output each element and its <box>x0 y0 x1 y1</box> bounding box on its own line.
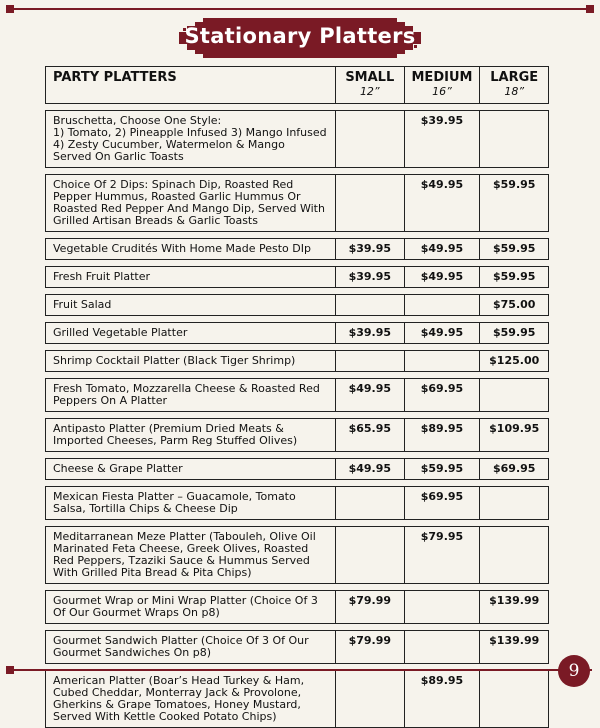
row-spacer <box>46 372 549 379</box>
price-medium-cell <box>404 631 480 664</box>
price-large-cell: $75.00 <box>480 295 549 316</box>
price-small-cell: $79.99 <box>336 631 404 664</box>
item-name-cell: Antipasto Platter (Premium Dried Meats & Imported Cheeses, Parm Reg Stuffed Olives) <box>46 419 336 452</box>
price-medium-cell: $89.95 <box>404 419 480 452</box>
row-spacer <box>46 452 549 459</box>
price-medium-cell <box>404 295 480 316</box>
rule-square <box>586 5 594 13</box>
table-row <box>46 459 549 480</box>
spacer-cell <box>46 624 549 631</box>
price-large-cell <box>480 379 549 412</box>
price-medium-cell: $69.95 <box>404 487 480 520</box>
table-row <box>46 631 549 664</box>
price-medium-cell <box>404 591 480 624</box>
price-large-cell: $139.99 <box>480 631 549 664</box>
price-large-cell: $59.95 <box>480 239 549 260</box>
table-row <box>46 351 549 372</box>
item-name-cell: Bruschetta, Choose One Style: 1) Tomato, 2) Pineapple Infused 3) Mango Infused 4) Zesty Cucumber, Watermelon & Mango Served On Garlic Toasts <box>46 111 336 168</box>
price-medium-cell: $49.95 <box>404 175 480 232</box>
item-name-cell: Gourmet Wrap or Mini Wrap Platter (Choice Of 3 Of Our Gourmet Wraps On p8) <box>46 591 336 624</box>
spacer-cell <box>46 260 549 267</box>
row-spacer <box>46 520 549 527</box>
bottom-rule <box>8 669 592 671</box>
spacer-cell <box>46 452 549 459</box>
rule-square <box>6 5 14 13</box>
item-name-cell: Gourmet Sandwich Platter (Choice Of 3 Of Our Gourmet Sandwiches On p8) <box>46 631 336 664</box>
price-medium-cell: $49.95 <box>404 323 480 344</box>
row-spacer <box>46 232 549 239</box>
price-medium-cell <box>404 351 480 372</box>
rule-square <box>6 666 14 674</box>
spacer-cell <box>46 412 549 419</box>
page-title: Stationary Platters <box>184 24 416 48</box>
row-spacer <box>46 412 549 419</box>
spacer-cell <box>46 104 549 111</box>
price-small-cell: $49.95 <box>336 379 404 412</box>
price-large-cell: $125.00 <box>480 351 549 372</box>
price-large-cell: $69.95 <box>480 459 549 480</box>
table-row <box>46 295 549 316</box>
item-name-cell: Shrimp Cocktail Platter (Black Tiger Shrimp) <box>46 351 336 372</box>
page-number: 9 <box>558 655 590 687</box>
table-row <box>46 419 549 452</box>
spacer-cell <box>46 480 549 487</box>
table-row <box>46 487 549 520</box>
header-medium: MEDIUM 16” <box>404 67 480 104</box>
item-name-cell: Fresh Fruit Platter <box>46 267 336 288</box>
row-spacer <box>46 260 549 267</box>
table-row <box>46 267 549 288</box>
price-large-cell: $109.95 <box>480 419 549 452</box>
price-small-cell: $39.95 <box>336 323 404 344</box>
price-large-cell <box>480 671 549 728</box>
item-name-cell: Grilled Vegetable Platter <box>46 323 336 344</box>
price-medium-cell: $89.95 <box>404 671 480 728</box>
price-large-cell: $59.95 <box>480 267 549 288</box>
row-spacer <box>46 104 549 111</box>
price-small-cell <box>336 111 404 168</box>
price-small-cell <box>336 527 404 584</box>
spacer-cell <box>46 372 549 379</box>
item-name-cell: Fruit Salad <box>46 295 336 316</box>
price-large-cell: $59.95 <box>480 323 549 344</box>
price-small-cell: $39.95 <box>336 239 404 260</box>
item-name-cell: Cheese & Grape Platter <box>46 459 336 480</box>
price-large-cell: $59.95 <box>480 175 549 232</box>
party-platters-table <box>45 66 549 728</box>
item-name-cell: Mexican Fiesta Platter – Guacamole, Tomato Salsa, Tortilla Chips & Cheese Dip <box>46 487 336 520</box>
price-medium-cell: $49.95 <box>404 267 480 288</box>
row-spacer <box>46 624 549 631</box>
item-name-cell: Choice Of 2 Dips: Spinach Dip, Roasted Red Pepper Hummus, Roasted Garlic Hummus Or Roasted Red Pepper And Mango Dip, Served With Grilled Artisan Breads & Garlic Toasts <box>46 175 336 232</box>
row-spacer <box>46 584 549 591</box>
price-small-cell <box>336 295 404 316</box>
item-name-cell: Meditarranean Meze Platter (Tabouleh, Olive Oil Marinated Feta Cheese, Greek Olives, Roasted Red Peppers, Tzaziki Sauce & Hummus Served With Grilled Pita Bread & Pita Chips) <box>46 527 336 584</box>
spacer-cell <box>46 584 549 591</box>
price-large-cell <box>480 111 549 168</box>
header-large: LARGE 18” <box>480 67 549 104</box>
price-medium-cell: $39.95 <box>404 111 480 168</box>
row-spacer <box>46 168 549 175</box>
price-small-cell <box>336 351 404 372</box>
price-large-cell: $139.99 <box>480 591 549 624</box>
row-spacer <box>46 316 549 323</box>
spacer-cell <box>46 344 549 351</box>
price-medium-cell: $69.95 <box>404 379 480 412</box>
table-row <box>46 111 549 168</box>
spacer-cell <box>46 316 549 323</box>
price-small-cell <box>336 487 404 520</box>
table-row <box>46 527 549 584</box>
title-banner <box>179 18 421 58</box>
spacer-cell <box>46 232 549 239</box>
price-small-cell <box>336 671 404 728</box>
row-spacer <box>46 288 549 295</box>
price-medium-cell: $59.95 <box>404 459 480 480</box>
row-spacer <box>46 344 549 351</box>
price-small-cell: $49.95 <box>336 459 404 480</box>
item-name-cell: Vegetable Crudités With Home Made Pesto DIp <box>46 239 336 260</box>
price-small-cell: $39.95 <box>336 267 404 288</box>
price-large-cell <box>480 527 549 584</box>
spacer-cell <box>46 168 549 175</box>
price-large-cell <box>480 487 549 520</box>
row-spacer <box>46 480 549 487</box>
price-small-cell: $79.99 <box>336 591 404 624</box>
header-item: PARTY PLATTERS <box>46 67 336 104</box>
item-name-cell: American Platter (Boar’s Head Turkey & Ham, Cubed Cheddar, Monterray Jack & Provolone, Gherkins & Grape Tomatoes, Honey Mustard, Served With Kettle Cooked Potato Chips) <box>46 671 336 728</box>
spacer-cell <box>46 520 549 527</box>
table-row <box>46 323 549 344</box>
table-row <box>46 671 549 728</box>
table-row <box>46 175 549 232</box>
price-small-cell <box>336 175 404 232</box>
spacer-cell <box>46 288 549 295</box>
table-row <box>46 379 549 412</box>
table-header-row <box>46 67 549 104</box>
header-small: SMALL 12” <box>336 67 404 104</box>
table-row <box>46 239 549 260</box>
price-small-cell: $65.95 <box>336 419 404 452</box>
price-medium-cell: $79.95 <box>404 527 480 584</box>
table-row <box>46 591 549 624</box>
top-rule <box>8 8 592 10</box>
item-name-cell: Fresh Tomato, Mozzarella Cheese & Roasted Red Peppers On A Platter <box>46 379 336 412</box>
price-medium-cell: $49.95 <box>404 239 480 260</box>
